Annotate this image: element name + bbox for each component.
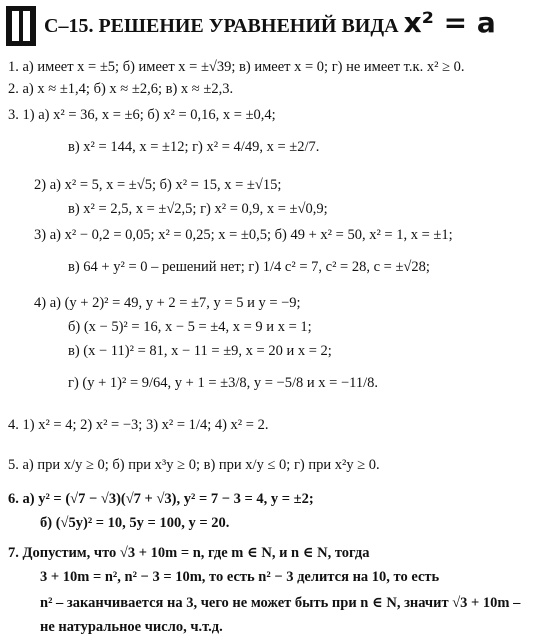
answer-line-16: б) (√5y)² = 10, 5y = 100, y = 20.: [40, 515, 230, 531]
answer-line-13: 4. 1) x² = 4; 2) x² = −3; 3) x² = 1/4; 4) x² = 2.: [8, 417, 269, 433]
answer-line-2: 2. а) x ≈ ±1,4; б) x ≈ ±2,6; в) x ≈ ±2,3.: [8, 81, 234, 97]
answer-line-15: 6. а) y² = (√7 − √3)(√7 + √3), y² = 7 − 3 = 4, y = ±2;: [8, 491, 314, 507]
answer-line-4: в) x² = 144, x = ±12; г) x² = 4/49, x = ±2/7.: [68, 139, 320, 155]
answer-line-10: б) (x − 5)² = 16, x − 5 = ±4, x = 9 и x = 1;: [68, 319, 312, 335]
answer-line-19: n² – заканчивается на 3, чего не может быть при n ∈ N, значит √3 + 10m –: [40, 595, 521, 611]
answer-line-11: в) (x − 11)² = 81, x − 11 = ±9, x = 20 и x = 2;: [68, 343, 332, 359]
answer-line-8: в) 64 + y² = 0 – решений нет; г) 1/4 c² = 7, c² = 28, c = ±√28;: [68, 259, 430, 275]
answer-line-5: 2) а) x² = 5, x = ±√5; б) x² = 15, x = ±√15;: [34, 177, 282, 193]
answer-line-6: в) x² = 2,5, x = ±√2,5; г) x² = 0,9, x = ±√0,9;: [68, 201, 328, 217]
answer-line-9: 4) а) (y + 2)² = 49, y + 2 = ±7, y = 5 и y = −9;: [34, 295, 301, 311]
section-mark: [6, 6, 36, 46]
title-formula: x² = a: [403, 6, 496, 39]
title-text: РЕШЕНИЕ УРАВНЕНИЙ ВИДА: [98, 15, 399, 37]
answer-line-3: 3. 1) а) x² = 36, x = ±6; б) x² = 0,16, x = ±0,4;: [8, 107, 276, 123]
page-title: [44, 8, 496, 41]
answer-line-18: 3 + 10m = n², n² − 3 = 10m, то есть n² − 3 делится на 10, то есть: [40, 569, 440, 585]
answer-line-7: 3) а) x² − 0,2 = 0,05; x² = 0,25; x = ±0,5; б) 49 + x² = 50, x² = 1, x = ±1;: [34, 227, 453, 243]
title-label: С–15.: [44, 15, 94, 37]
answer-line-14: 5. а) при x/y ≥ 0; б) при x³y ≥ 0; в) при x/y ≤ 0; г) при x²y ≥ 0.: [8, 457, 380, 473]
answer-line-12: г) (y + 1)² = 9/64, y + 1 = ±3/8, y = −5/8 и x = −11/8.: [68, 375, 378, 391]
answer-line-1: 1. а) имеет x = ±5; б) имеет x = ±√39; в) имеет x = 0; г) не имеет т.к. x² ≥ 0.: [8, 59, 465, 75]
answer-line-20: не натуральное число, ч.т.д.: [40, 619, 223, 635]
answer-line-17: 7. Допустим, что √3 + 10m = n, где m ∈ N, и n ∈ N, тогда: [8, 545, 370, 561]
